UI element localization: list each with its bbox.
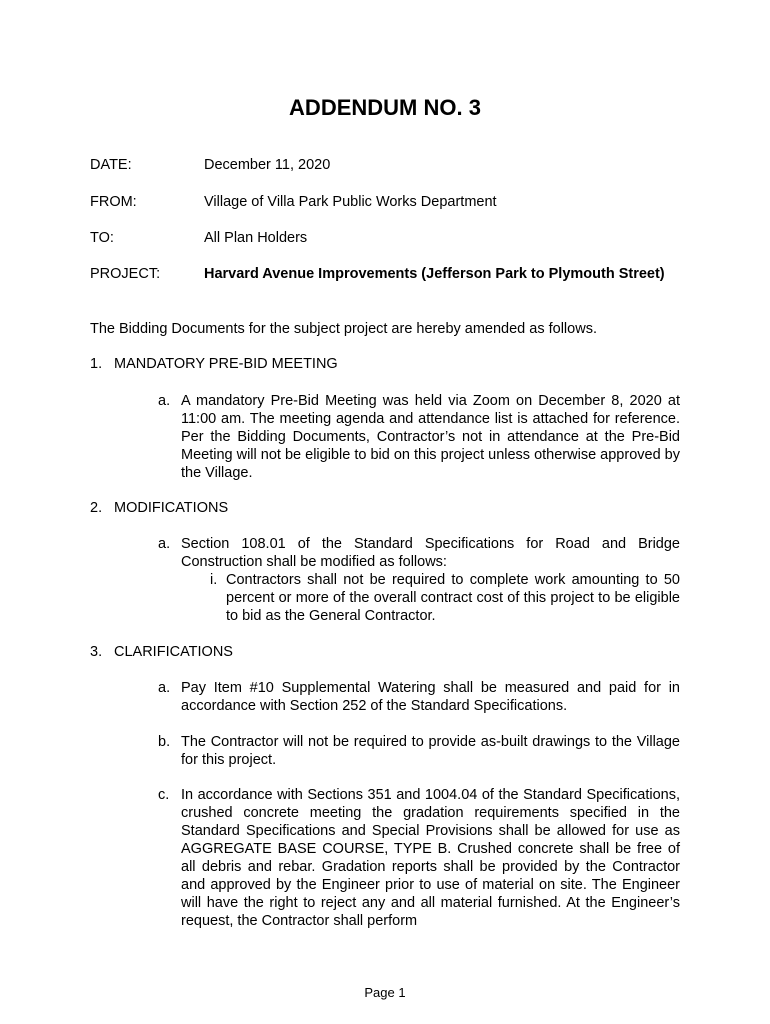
to-label: TO: <box>90 230 114 246</box>
subitem-marker: i. <box>210 572 218 588</box>
section-title: MANDATORY PRE-BID MEETING <box>114 356 338 372</box>
from-value: Village of Villa Park Public Works Department <box>204 194 497 210</box>
section-number: 2. <box>90 500 103 516</box>
item-marker: a. <box>158 536 171 552</box>
item-text: A mandatory Pre-Bid Meeting was held via Zoom on December 8, 2020 at 11:00 am. The meeting agenda and attendance list is attached for reference. Per the Bidding Documents, Contractor’s not in attendance at the Pre-Bid Meeting will not be eligible to bid on this project unless otherwise approved by the Village. <box>181 393 680 481</box>
to-value: All Plan Holders <box>204 230 308 246</box>
date-label: DATE: <box>90 157 132 173</box>
page-number: Page 1 <box>364 985 406 1000</box>
section-number: 3. <box>90 644 103 660</box>
item-marker: a. <box>158 393 171 409</box>
item-marker: c. <box>158 787 170 803</box>
section-number: 1. <box>90 356 103 372</box>
section-title: CLARIFICATIONS <box>114 644 233 660</box>
date-value: December 11, 2020 <box>204 157 331 173</box>
subitem-text: Contractors shall not be required to complete work amounting to 50 percent or more of the overall contract cost of this project to be eligible to bid as the General Contractor. <box>226 572 680 624</box>
project-value: Harvard Avenue Improvements (Jefferson Park to Plymouth Street) <box>204 266 665 282</box>
document-title: ADDENDUM NO. 3 <box>289 95 481 120</box>
item-text: The Contractor will not be required to provide as-built drawings to the Village for this project. <box>181 734 680 768</box>
intro-paragraph: The Bidding Documents for the subject project are hereby amended as follows. <box>90 321 597 337</box>
item-marker: b. <box>158 734 171 750</box>
item-text: Pay Item #10 Supplemental Watering shall be measured and paid for in accordance with Section 252 of the Standard Specifications. <box>181 680 680 714</box>
section-title: MODIFICATIONS <box>114 500 229 516</box>
item-marker: a. <box>158 680 171 696</box>
project-label: PROJECT: <box>90 266 161 282</box>
from-label: FROM: <box>90 194 137 210</box>
item-text: In accordance with Sections 351 and 1004.04 of the Standard Specifications, crushed concrete meeting the gradation requirements specified in the Standard Specifications and Special Provisions shall be allowed for use as AGGREGATE BASE COURSE, TYPE B. Crushed concrete shall be free of all debris and rebar. Gradation reports shall be provided by the Contractor and approved by the Engineer prior to use of material on site. The Engineer will have the right to reject any and all material furnished. At the Engineer’s request, the Contractor shall perform <box>181 787 680 929</box>
item-text: Section 108.01 of the Standard Specifications for Road and Bridge Construction shall be modified as follows: <box>181 536 680 570</box>
